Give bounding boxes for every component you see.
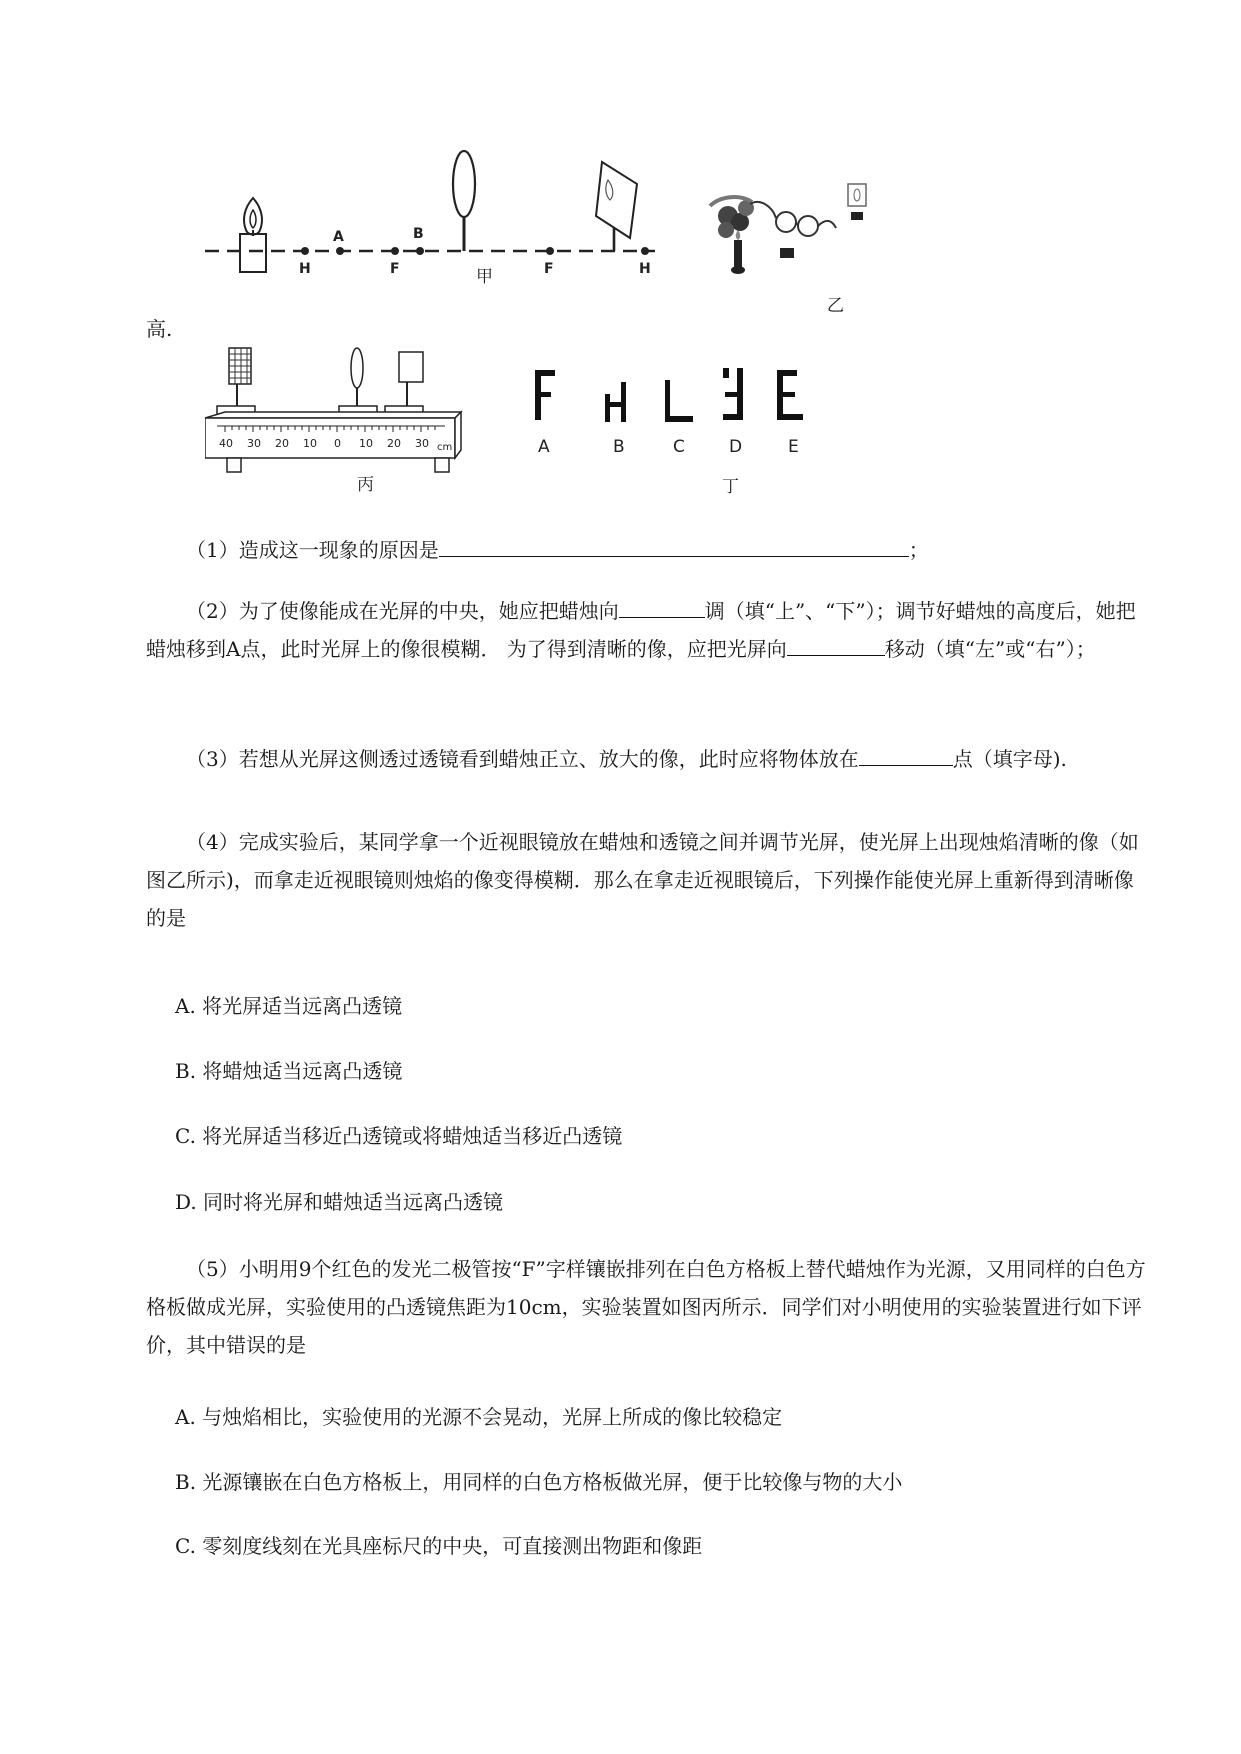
figure-ding <box>525 362 855 458</box>
leading-fragment: 高. <box>146 317 173 341</box>
figure-jia <box>200 150 670 310</box>
image-option-c-glyph <box>665 380 693 422</box>
point-label-b: B <box>413 226 424 242</box>
answer-blank-q2-screen[interactable] <box>787 633 885 656</box>
question-1-end: ； <box>908 538 929 562</box>
hand-icon <box>710 197 754 238</box>
point-label-f2: F <box>544 261 554 277</box>
image-option-label-c: C <box>673 437 685 457</box>
ruler-tick-label: 10 <box>303 437 317 450</box>
ruler-tick-label: 0 <box>334 437 341 450</box>
point-label-h1: H <box>299 261 311 277</box>
f-light-source-icon <box>229 348 251 410</box>
ruler-tick-label: 20 <box>387 437 401 450</box>
question-3 <box>146 740 1146 778</box>
question-2-text-2: 调（填“上”、“下”）；调节好蜡烛的高度后，她把蜡烛移到A点，此时光屏上的像很模糊． 为了得到清晰的像，应把光屏向 <box>146 599 1136 661</box>
question-4-option-c[interactable]: C. 将光屏适当移近凸透镜或将蜡烛适当移近凸透镜 <box>175 1124 623 1148</box>
light-screen-icon <box>596 162 637 251</box>
ruler-unit-label: cm <box>437 442 453 453</box>
point-label-a: A <box>333 229 344 245</box>
figure-caption-ding: 丁 <box>722 477 739 497</box>
figure-caption-bing: 丙 <box>357 475 374 495</box>
question-1 <box>146 531 1146 569</box>
convex-lens-icon <box>453 151 475 251</box>
answer-blank-q1[interactable] <box>439 534 909 557</box>
ruler-tick-label: 40 <box>219 437 233 450</box>
question-4-option-b[interactable]: B. 将蜡烛适当远离凸透镜 <box>175 1059 403 1083</box>
candle-icon <box>240 198 266 272</box>
question-5-option-b[interactable]: B. 光源镶嵌在白色方格板上，用同样的白色方格板做光屏，便于比较像与物的大小 <box>175 1470 903 1494</box>
candle-icon <box>731 230 745 274</box>
question-4-option-d[interactable]: D. 同时将光屏和蜡烛适当远离凸透镜 <box>175 1190 504 1214</box>
optical-bench-ruler <box>205 412 461 458</box>
glasses-icon <box>750 202 836 236</box>
point-label-f1: F <box>390 261 400 277</box>
question-1-text: （1）造成这一现象的原因是 <box>186 538 439 562</box>
image-option-a-glyph <box>535 370 555 420</box>
question-5-option-c[interactable]: C. 零刻度线刻在光具座标尺的中央，可直接测出物距和像距 <box>175 1534 703 1558</box>
image-option-label-d: D <box>729 437 743 457</box>
answer-blank-q2-direction[interactable] <box>619 595 705 618</box>
image-option-d-glyph <box>723 368 743 420</box>
ruler-tick-label: 20 <box>275 437 289 450</box>
figure-caption-jia: 甲 <box>476 267 493 287</box>
ruler-tick-label: 30 <box>415 437 429 450</box>
question-5-stem: （5）小明用9个红色的发光二极管按“F”字样镶嵌排列在白色方格板上替代蜡烛作为光源，又用同样的白色方格板做成光屏，实验使用的凸透镜焦距为10cm，实验装置如图丙所示．同学们对小明使用的实验装置进行如下评价，其中错误的是 <box>146 1257 1146 1357</box>
figure-caption-yi: 乙 <box>827 296 844 316</box>
convex-lens-icon <box>351 348 363 410</box>
question-2-text-3: 移动（填“左”或“右”）； <box>884 637 1096 661</box>
question-4-option-a[interactable]: A. 将光屏适当远离凸透镜 <box>175 994 403 1018</box>
figure-bing <box>205 346 515 488</box>
image-option-b-glyph <box>605 382 626 422</box>
point-label-h2: H <box>639 261 651 277</box>
image-option-label-b: B <box>613 437 625 457</box>
question-5-option-a[interactable]: A. 与烛焰相比，实验使用的光源不会晃动，光屏上所成的像比较稳定 <box>175 1405 783 1429</box>
light-screen-icon <box>399 352 423 410</box>
answer-blank-q3[interactable] <box>859 743 953 766</box>
question-3-text: （3）若想从光屏这侧透过透镜看到蜡烛正立、放大的像，此时应将物体放在 <box>186 747 859 771</box>
light-screen-icon <box>848 184 866 220</box>
image-option-e-glyph <box>777 370 803 420</box>
ruler-tick-label: 10 <box>359 437 373 450</box>
image-option-label-a: A <box>538 437 550 457</box>
question-4-stem: （4）完成实验后，某同学拿一个近视眼镜放在蜡烛和透镜之间并调节光屏，使光屏上出现烛焰清晰的像（如图乙所示)，而拿走近视眼镜则烛焰的像变得模糊．那么在拿走近视眼镜后，下列操作能使光屏上重新得到清晰像的是 <box>146 830 1139 930</box>
ruler-tick-label: 30 <box>247 437 261 450</box>
question-2 <box>146 592 1146 668</box>
question-2-text-1: （2）为了使像能成在光屏的中央，她应把蜡烛向 <box>186 599 619 623</box>
figure-yi <box>700 178 870 288</box>
image-option-label-e: E <box>788 437 799 457</box>
question-3-end: 点（填字母). <box>952 747 1067 771</box>
lens-holder-icon <box>780 248 794 258</box>
